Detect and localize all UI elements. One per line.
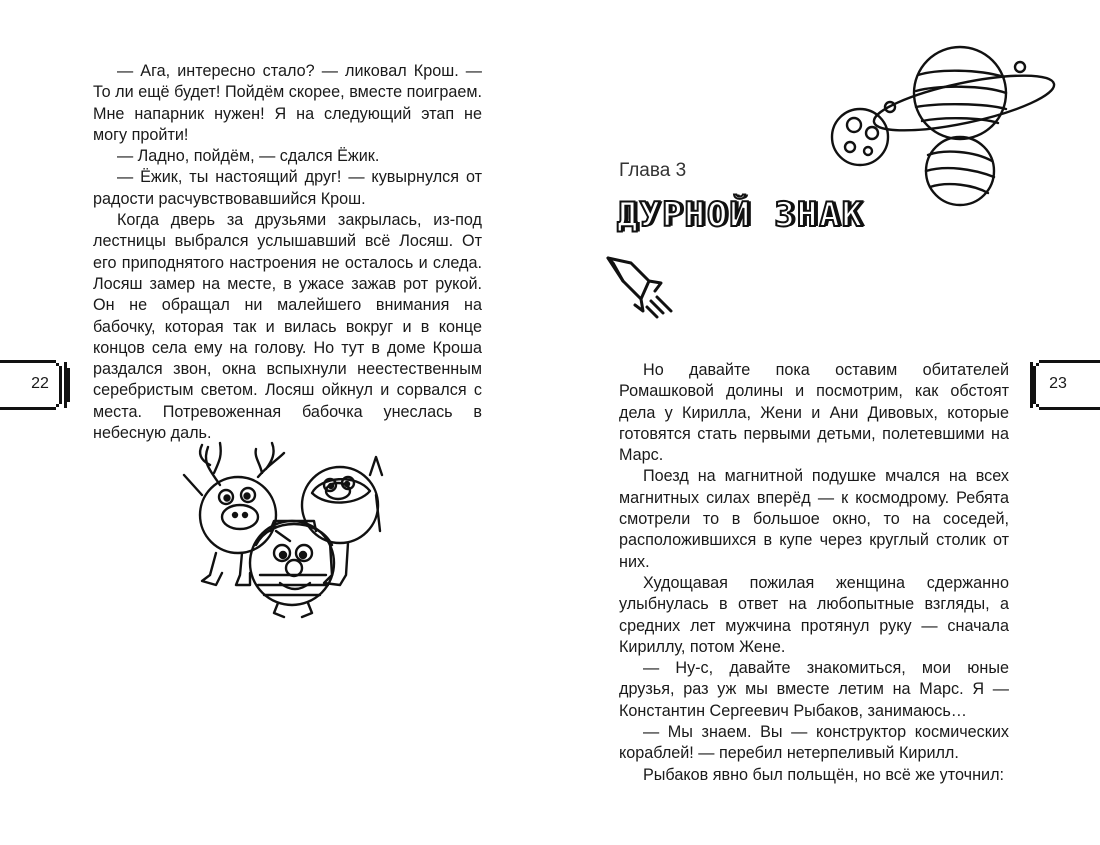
planets-illustration bbox=[828, 45, 1058, 210]
paragraph: — Мы знаем. Вы — конструктор космических кораблей! — перебил нетерпеливый Кирилл. bbox=[619, 723, 1009, 763]
page-number: 22 bbox=[31, 375, 49, 392]
paragraph: Но давайте пока оставим обитателей Ромашковой долины и посмотрим, как обстоят дела у Кирилла, Жени и Ани Дивовых, которые готовятся стать первыми детьми, полетевшими на Марс. bbox=[619, 361, 1009, 465]
chapter-title: ДУРНОЙ ЗНАК bbox=[617, 195, 865, 235]
paragraph: — Ладно, пойдём, — сдался Ёжик. bbox=[117, 147, 380, 166]
paragraph: — Ёжик, ты настоящий друг! — кувырнулся от радости расчувствовавшийся Крош. bbox=[93, 168, 482, 208]
characters-illustration bbox=[180, 435, 395, 620]
paragraph: Худощавая пожилая женщина сдержанно улыбнулась в ответ на любопытные взгляды, а средних лет мужчина протянул руку — сначала Кириллу, потом Жене. bbox=[619, 573, 1009, 656]
paragraph: — Ага, интересно стало? — ликовал Крош. — То ли ещё будет! Пойдём скорее, вместе поиграем. Мне напарник нужен! Я на следующий этап не могу пройти! bbox=[93, 62, 482, 144]
rocket-icon bbox=[605, 255, 675, 323]
paragraph: Рыбаков явно был польщён, но всё же уточнил: bbox=[643, 765, 1005, 784]
left-page-text bbox=[93, 61, 482, 444]
page-number: 23 bbox=[1049, 375, 1067, 392]
chapter-label: Глава 3 bbox=[619, 160, 687, 181]
paragraph: Поезд на магнитной подушке мчался на всех магнитных силах вперёд — к космодрому. Ребята смотрели то в большое окно, то на соседей, расположившихся в купе через круглый столик от них. bbox=[619, 467, 1009, 571]
paragraph: Когда дверь за друзьями закрылась, из-под лестницы выбрался услышавший всё Лосяш. От его приподнятого настроения не осталось и следа. Лосяш замер на месте, в ужасе зажав рот рукой. Он не обращал ни малейшего внимания на бабочку, которая так и вилась вокруг и в конце концов села ему на голову. Но тут в доме Кроша раздался звон, окна вспыхнули неестественным серебристым светом. Лосяш ойкнул и сорвался с места. Потревоженная бабочка унеслась в небесную даль. bbox=[93, 211, 482, 443]
paragraph: — Ну-с, давайте знакомиться, мои юные друзья, раз уж мы вместе летим на Марс. Я — Константин Сергеевич Рыбаков, занимаюсь… bbox=[619, 659, 1009, 720]
right-page-text bbox=[619, 360, 1009, 786]
